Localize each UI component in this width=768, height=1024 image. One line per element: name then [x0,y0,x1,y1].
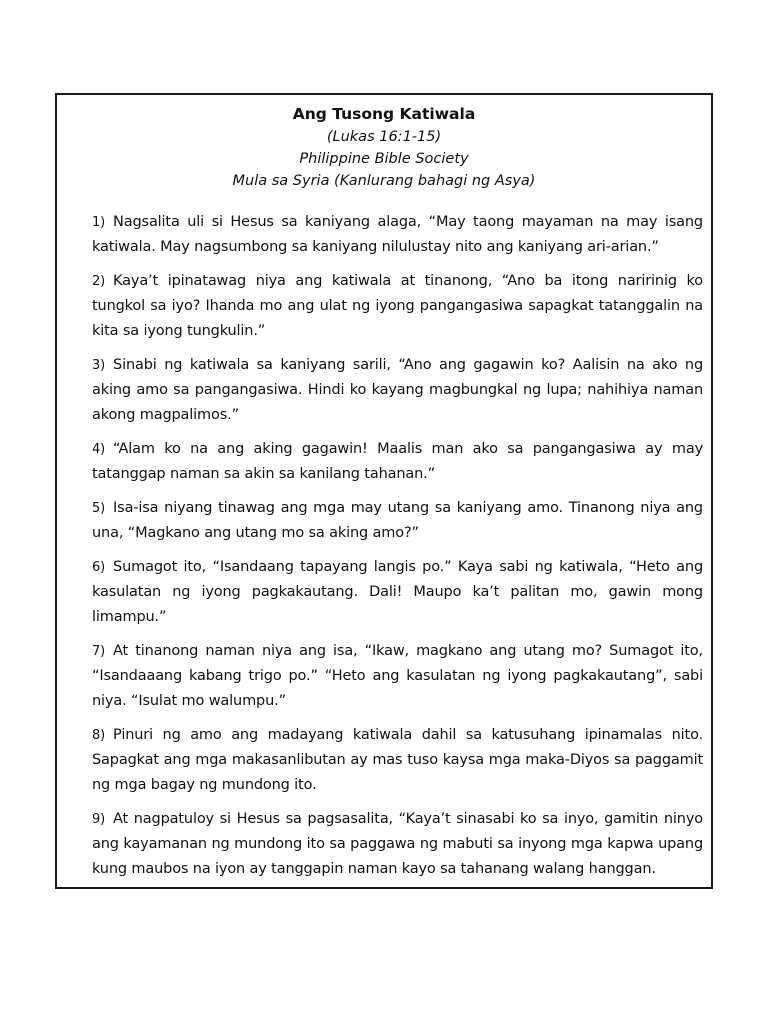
verse-number: 4) [92,442,106,457]
verse-text: At tinanong naman niya ang isa, “Ikaw, magkano ang utang mo? Sumagot ito, “Isandaaang kabang trigo po.” “Heto ang kasulatan ng iyong pagkakautang”, sabi niya. “Isulat mo walumpu.” [92,643,703,709]
verse-text: Sinabi ng katiwala sa kaniyang sarili, “Ano ang gagawin ko? Aalisin na ako ng aking amo sa pangangasiwa. Hindi ko kayang magbungkal ng lupa; nahihiya naman akong magpalimos.” [92,357,703,423]
verse-1 [92,210,703,260]
verse-number: 7) [92,644,106,659]
verse-8 [92,723,703,798]
verse-7 [92,639,703,714]
publisher-line: Philippine Bible Society [299,151,469,167]
verse-text: Nagsalita uli si Hesus sa kaniyang alaga, “May taong mayaman na may isang katiwala. May nagsumbong sa kaniyang nilulustay nito ang kaniyang ari-arian.” [92,214,703,255]
verse-number: 5) [92,501,106,516]
document-title: Ang Tusong Katiwala [292,105,476,123]
verse-text: Isa-isa niyang tinawag ang mga may utang sa kaniyang amo. Tinanong niya ang una, “Magkano ang utang mo sa aking amo?” [92,500,703,541]
verse-text: Pinuri ng amo ang madayang katiwala dahil sa katusuhang ipinamalas nito. Sapagkat ang mga makasanlibutan ay mas tuso kaysa mga maka-Diyos sa paggamit ng mga bagay ng mundong ito. [92,727,703,793]
verse-9 [92,807,703,882]
verse-number: 3) [92,358,106,373]
verse-text: “Alam ko na ang aking gagawin! Maalis man ako sa pangangasiwa ay may tatanggap naman sa akin sa kanilang tahanan.” [92,441,703,482]
document-header [92,103,676,192]
verse-text: Sumagot ito, “Isandaang tapayang langis po.” Kaya sabi ng katiwala, “Heto ang kasulatan ng iyong pagkakautang. Dali! Maupo ka’t palitan mo, gawin mong limampu.” [92,559,703,625]
verse-number: 1) [92,215,106,230]
document-frame [55,93,713,889]
verse-text: Kaya’t ipinatawag niya ang katiwala at tinanong, “Ano ba itong naririnig ko tungkol sa iyo? Ihanda mo ang ulat ng iyong pangangasiwa sapagkat tatanggalin na kita sa iyong tungkulin.” [92,273,703,339]
verse-number: 9) [92,812,106,827]
verse-list [92,210,703,882]
verse-number: 2) [92,274,106,289]
verse-number: 8) [92,728,106,743]
verse-text: At nagpatuloy si Hesus sa pagsasalita, “Kaya’t sinasabi ko sa inyo, gamitin ninyo ang kayamanan ng mundong ito sa paggawa ng mabuti sa inyong mga kapwa upang kung maubos na iyon ay tanggapin naman kayo sa tahanang walang hanggan. [92,811,703,877]
verse-5 [92,496,703,546]
scripture-reference: (Lukas 16:1-15) [326,129,442,145]
verse-number: 6) [92,560,106,575]
verse-2 [92,269,703,344]
origin-line: Mula sa Syria (Kanlurang bahagi ng Asya) [232,173,536,189]
verse-6 [92,555,703,630]
verse-4 [92,437,703,487]
verse-3 [92,353,703,428]
